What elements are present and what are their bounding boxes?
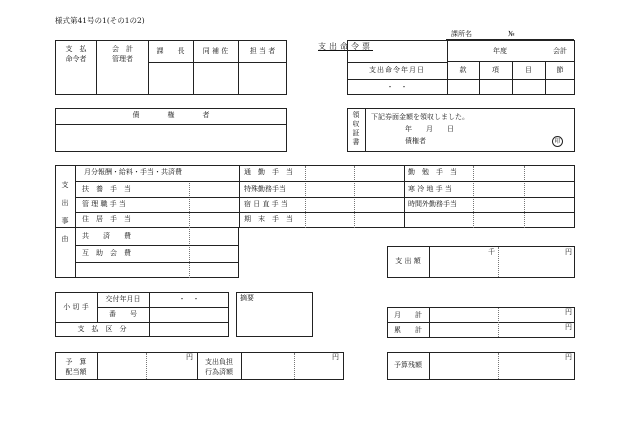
check-issue-date-label: 交付年月日 xyxy=(105,295,141,303)
assistant-label: 同 補 佐 xyxy=(202,47,229,55)
check-number-field[interactable] xyxy=(150,308,228,322)
payer-order-stamp[interactable] xyxy=(56,62,96,94)
receipt-label: 領 収 証 書 xyxy=(352,111,360,146)
reason-item-aid: 互 助 会 費 xyxy=(82,249,131,257)
budget-col-kan: 款 xyxy=(459,66,467,74)
staff-label: 担 当 者 xyxy=(249,47,276,55)
reason-item-cold: 寒 冷 地 手 当 xyxy=(408,185,452,193)
office-label: 課所名 xyxy=(451,30,472,38)
budget-col-setsu: 節 xyxy=(556,66,564,74)
assistant-stamp[interactable] xyxy=(194,63,238,94)
monthly-yen-unit: 円 xyxy=(565,308,572,316)
section-chief-stamp[interactable] xyxy=(149,63,193,94)
reason-item-commute: 通 勤 手 当 xyxy=(244,168,293,176)
payment-type-field[interactable] xyxy=(150,323,228,336)
check-label: 小 切 手 xyxy=(63,303,89,311)
cumulative-total-label: 累 計 xyxy=(394,326,422,334)
reason-side-label: 支 出 事 由 xyxy=(61,181,69,243)
amount-thousand-unit: 千 xyxy=(488,248,495,256)
reason-item-overtime: 時間外勤務手当 xyxy=(408,200,457,208)
section-chief-label: 課 長 xyxy=(156,47,185,55)
commitment-label: 支出負担 行為済額 xyxy=(205,358,233,376)
reason-item-term-end: 期 末 手 当 xyxy=(244,215,293,223)
summary-label: 摘要 xyxy=(240,294,254,302)
budget-col-moku: 目 xyxy=(525,66,532,74)
reason-item-diligence: 勤 勉 手 当 xyxy=(408,168,457,176)
account-label: 会計 xyxy=(553,47,567,55)
remaining-label: 予算残額 xyxy=(394,361,422,369)
reason-item-salary: 月分報酬・給料・手当・共済費 xyxy=(84,168,182,176)
receipt-text: 下記券面金額を領収しました。 xyxy=(371,113,469,121)
receipt-seal[interactable]: 印 xyxy=(552,136,563,147)
receipt-creditor-label: 債権者 xyxy=(405,137,426,145)
commitment-yen: 円 xyxy=(332,353,339,361)
receipt-date: 年 月 日 xyxy=(405,125,454,133)
reason-item-night-duty: 宿 日 直 手 当 xyxy=(244,200,288,208)
page-title: 支出命令票 xyxy=(318,42,373,51)
monthly-total-label: 月 計 xyxy=(394,311,422,319)
creditor-field[interactable] xyxy=(56,125,286,151)
cumulative-yen-unit: 円 xyxy=(565,323,572,331)
creditor-label: 債 権 者 xyxy=(132,111,210,119)
budget-allocation-yen: 円 xyxy=(186,353,193,361)
remaining-yen: 円 xyxy=(565,353,572,361)
budget-col-kou: 項 xyxy=(492,66,499,74)
reason-item-special: 特殊勤務手当 xyxy=(244,185,286,193)
reason-item-housing: 住 居 手 当 xyxy=(82,215,131,223)
form-id: 様式第41号の1(その1の2) xyxy=(55,16,145,25)
fiscal-year-label: 年度 xyxy=(493,47,507,55)
reason-item-mutual: 共 済 費 xyxy=(82,232,131,240)
summary-field[interactable] xyxy=(237,305,312,336)
reason-item-manager: 管 理 職 手 当 xyxy=(82,200,126,208)
amount-yen-unit: 円 xyxy=(565,248,572,256)
accounting-manager-label: 会 計 管理者 xyxy=(112,45,133,63)
order-date-value[interactable]: ・ ・ xyxy=(386,83,408,91)
check-number-label: 番 号 xyxy=(109,310,137,318)
budget-allocation-label: 予 算 配当額 xyxy=(65,358,87,376)
number-label: № xyxy=(508,30,515,38)
check-issue-date-value[interactable]: ・ ・ xyxy=(178,295,200,303)
accounting-manager-stamp[interactable] xyxy=(97,62,148,94)
amount-label: 支 出 額 xyxy=(395,257,421,265)
payment-type-label: 支 払 区 分 xyxy=(77,325,127,333)
amount-field[interactable] xyxy=(430,258,573,276)
staff-stamp[interactable] xyxy=(239,63,287,94)
payer-order-label: 支 払 命令者 xyxy=(65,45,87,63)
reason-item-dependent: 扶 養 手 当 xyxy=(82,185,131,193)
order-date-label: 支出命令年月日 xyxy=(369,66,425,74)
